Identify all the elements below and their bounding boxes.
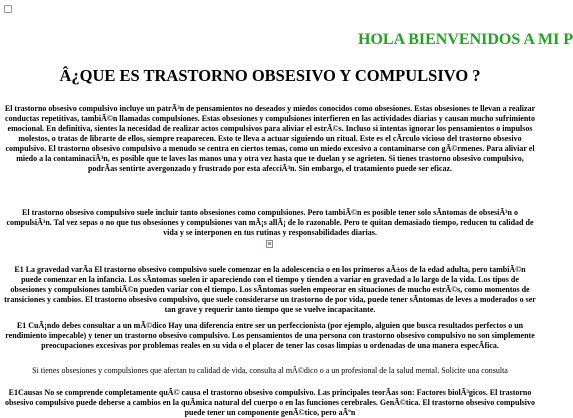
paragraph-symptoms: El trastorno obsesivo compulsivo suele incluir tanto obsesiones como compulsiones. Pero tambiÃ©n es posible tener solo sÃntomas de obsesiÃ³n o compulsiÃ³n. Tal vez sepas o no que tus obsesiones y compulsiones van mÃ¡s allÃ¡ de lo razonable. Pero te quitan demasiado tiempo, reducen tu calidad de vida y se interponen en tus rutinas y responsabilidades diarias. [6, 208, 534, 237]
page-title: Â¿QUE ES TRASTORNO OBSESIVO Y COMPULSIVO ? [59, 66, 481, 85]
paragraph-severity: E1 La gravedad varÃa El trastorno obsesivo compulsivo suele comenzar en la adolescencia o en los primeros aÃ±os de la edad adulta, pero tambiÃ©n puede comenzar en la infancia. Los sÃntomas suelen ir apareciendo con el tiempo y tienden a variar en gravedad a lo largo de la vida. Los tipos de obsesiones y compulsiones tambiÃ©n pueden variar con el tiempo. Los sÃntomas suelen empeorar en situaciones de mucho estrÃ©s, como momentos de transiciones y cambios. El trastorno obsesivo compulsivo, que suele considerarse un trastorno de por vida, puede tener sÃntomas de leves a moderados o ser tan grave y requerir tanto tiempo que se vuelve incapacitante. [4, 265, 536, 314]
paragraph-when-to-see-doctor: E1 CuÃ¡ndo debes consultar a un mÃ©dico Hay una diferencia entre ser un perfeccionista (por ejemplo, alguien que busca resultados perfectos o un rendimiento impecable) y tener un trastorno obsesivo compulsivo. Los pensamientos de una persona con trastorno obsesivo compulsivo no son simplemente preocupaciones excesivas por problemas reales en su vida o el placer de tener las cosas limpias u ordenadas de una manera especÃfica. [5, 321, 535, 350]
broken-image-icon [4, 5, 12, 13]
paragraph-intro: El trastorno obsesivo compulsivo incluye un patrÃ³n de pensamientos no deseados y miedos conocidos como obsesiones. Estas obsesiones te llevan a realizar conductas repetitivas, tambiÃ©n llamadas compulsiones. Estas obsesiones y compulsiones interfieren en las actividades diarias y causan mucho sufrimiento emocional. En definitiva, sientes la necesidad de realizar actos compulsivos para aliviar el estrÃ©s. Incluso si intentas ignorar los pensamientos o impulsos molestos, o tratas de librarte de ellos, siempre reaparecen. Esto te lleva a actuar siguiendo un ritual. Este es el cÃrculo vicioso del trastorno obsesivo compulsivo. El trastorno obsesivo compulsivo a menudo se centra en ciertos temas, como un miedo excesivo a contaminarse con gÃ©rmenes. Para aliviar el miedo a la contaminaciÃ³n, es posible que te laves las manos una y otra vez hasta que te duelan y se agrieten. Si tienes trastorno obsesivo compulsivo, podrÃas sentirte avergonzado y frustrado por esta afecciÃ³n. Sin embargo, el tratamiento puede ser eficaz. [4, 104, 536, 173]
welcome-banner: HOLA BIENVENIDOS A MI P [358, 31, 573, 48]
paragraph-causes: E1Causas No se comprende completamente quÃ© causa el trastorno obsesivo compulsivo. Las principales teorÃas son: Factores biolÃ³gicos. El trastorno obsesivo compulsivo puede deberse a cambios en la quÃmica natural del cuerpo o en las funciones cerebrales. GenÃ©tica. El trastorno obsesivo compulsivo puede tener un componente genÃ©tico, pero aÃºn [4, 388, 536, 417]
paragraph-consult: Si tienes obsesiones y compulsiones que afectan tu calidad de vida, consulta al mÃ©dico o a un profesional de la salud mental. Solicite una consulta [32, 366, 508, 375]
broken-image-icon [266, 240, 273, 248]
